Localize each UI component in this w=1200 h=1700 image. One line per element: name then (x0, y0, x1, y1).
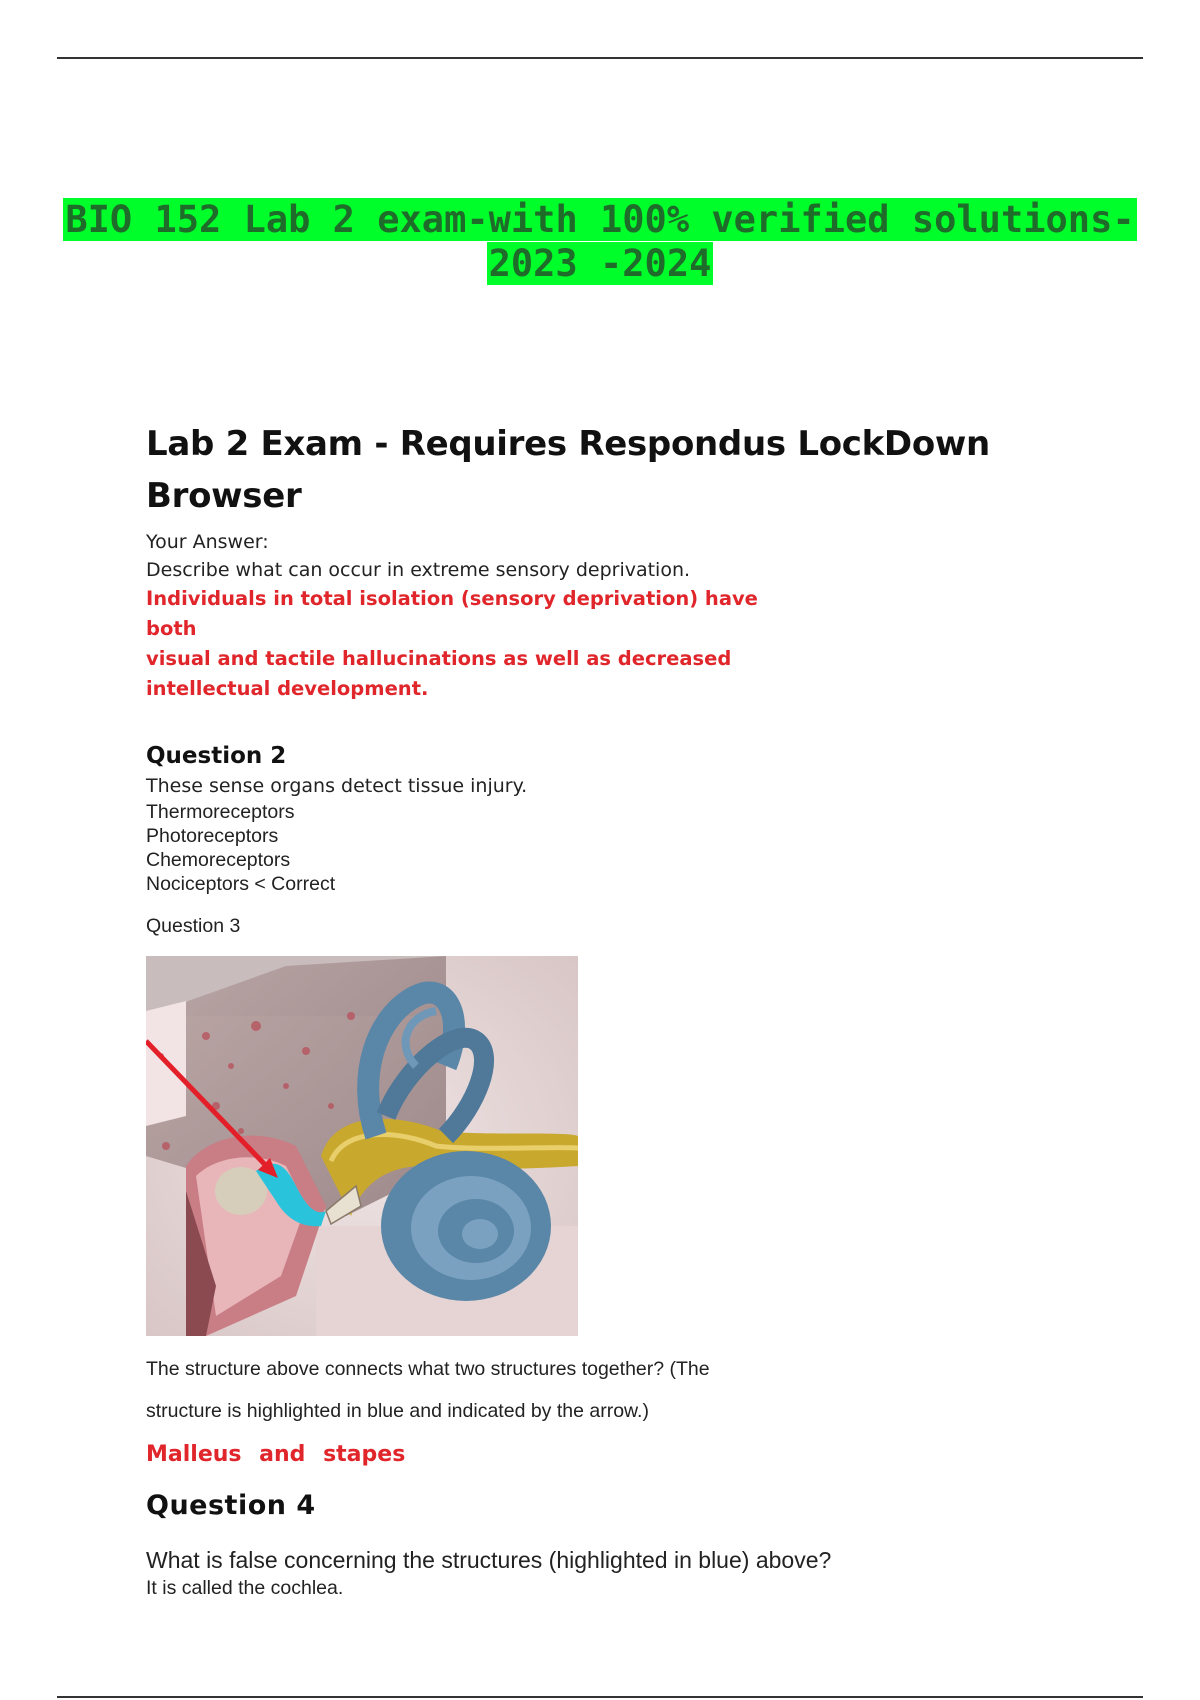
q2-option: Photoreceptors (146, 825, 279, 847)
q1-answer-line-2: visual and tactile hallucinations as well as decreased (146, 647, 732, 670)
banner-line-1: BIO 152 Lab 2 exam-with 100% verified solutions- (65, 198, 1135, 241)
q1-answer (146, 584, 766, 704)
q2-prompt: These sense organs detect tissue injury. (146, 775, 528, 797)
q3-caption-line-2: structure is highlighted in blue and indicated by the arrow.) (146, 1400, 649, 1422)
q4-answer: It is called the cochlea. (146, 1577, 344, 1599)
exam-title-line-2: Browser (146, 476, 302, 516)
q1-answer-line-3: intellectual development. (146, 677, 429, 700)
exam-title-line-1: Lab 2 Exam - Requires Respondus LockDown (146, 424, 990, 464)
inner-ear-illustration (146, 956, 578, 1336)
q3-answer: Malleus and stapes (146, 1442, 406, 1467)
q3-caption (146, 1348, 786, 1432)
bottom-rule (57, 1696, 1143, 1698)
q2-options (146, 800, 1046, 896)
document-banner (0, 198, 1200, 286)
q3-caption-line-1: The structure above connects what two structures together? (The (146, 1358, 710, 1380)
exam-content (146, 418, 1046, 1600)
q1-prompt: Describe what can occur in extreme sensory deprivation. (146, 559, 691, 581)
your-answer-label: Your Answer: (146, 531, 269, 553)
banner-line-2: 2023 -2024 (488, 242, 712, 285)
inner-ear-figure (146, 956, 578, 1336)
q4-heading: Question 4 (146, 1490, 316, 1521)
q2-option: Chemoreceptors (146, 849, 291, 871)
q2-heading: Question 2 (146, 743, 287, 769)
q4-prompt: What is false concerning the structures (highlighted in blue) above? (146, 1547, 832, 1573)
q2-option: Thermoreceptors (146, 801, 295, 823)
q1-answer-line-1: Individuals in total isolation (sensory deprivation) have both (146, 587, 758, 640)
exam-title (146, 418, 1046, 522)
q3-heading: Question 3 (146, 915, 241, 937)
top-rule (57, 57, 1143, 59)
q2-option-correct: Nociceptors < Correct (146, 873, 336, 895)
